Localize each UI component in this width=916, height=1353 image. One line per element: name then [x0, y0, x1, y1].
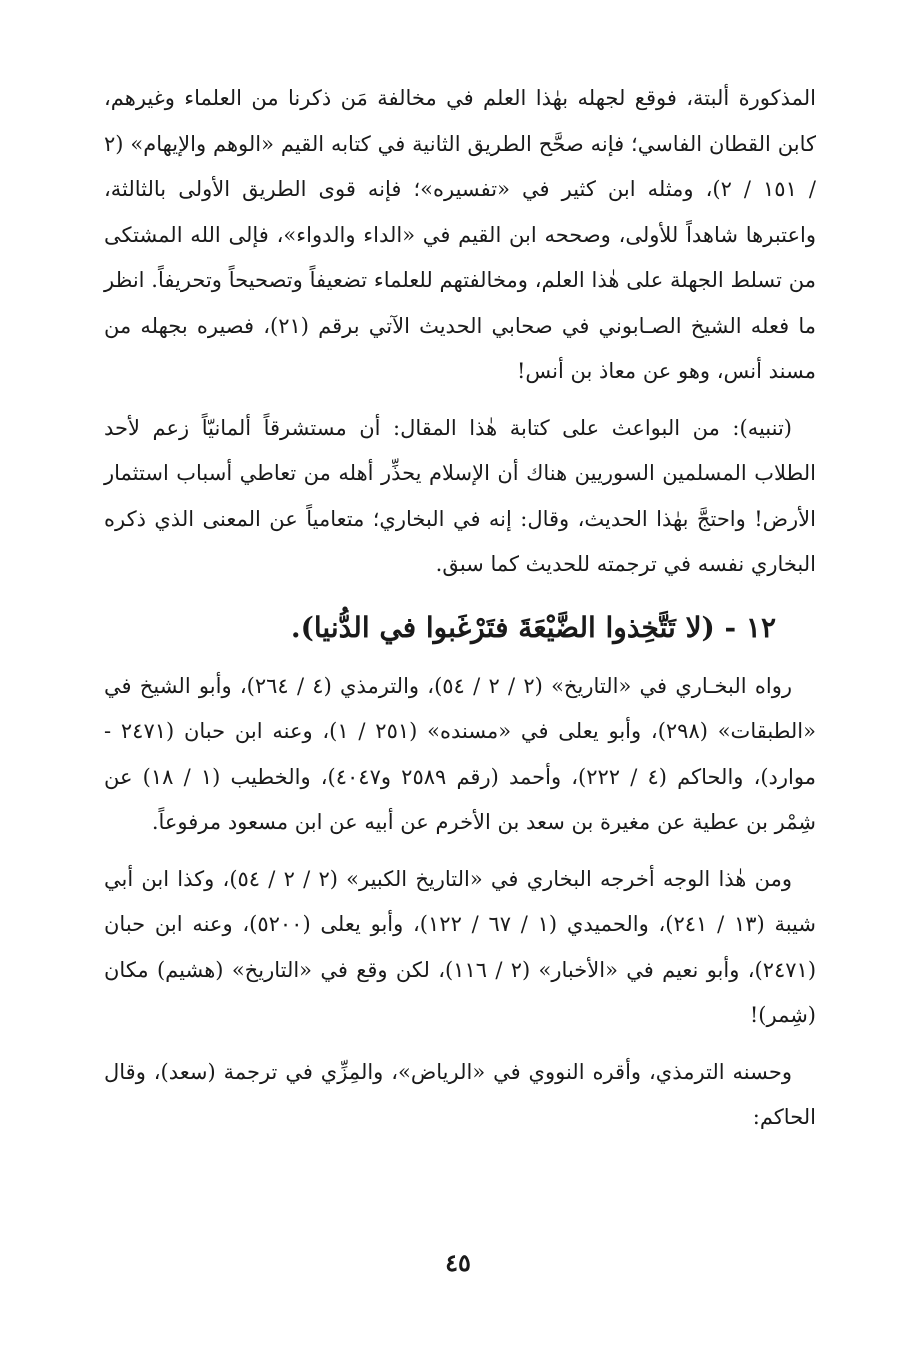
paragraph-sources: ومن هٰذا الوجه أخرجه البخاري في «التاريخ الكبير» (٢ / ٢ / ٥٤)، وكذا ابن أبي شيبة (١٣ / ٢٤١)، والحميدي (١ / ٦٧ / ١٢٢)، وأبو يعلى (٥٢٠٠)، وعنه ابن حبان (٢٤٧١)، وأبو نعيم في «الأخبار» (٢ / ١١٦)، لكن وقع في «التاريخ» (هشيم) مكان (شِمر)!: [104, 866, 817, 1027]
hadith-heading: ١٢ - (لا تَتَّخِذوا الضَّيْعَةَ فتَرْغَبوا في الدُّنيا).: [290, 610, 776, 644]
page-body: [104, 76, 816, 1316]
page-number: ٤٥: [445, 1248, 471, 1277]
paragraph-grading: وحسنه الترمذي، وأقره النووي في «الرياض»، والمِزِّي في ترجمة (سعد)، وقال الحاكم:: [104, 1059, 816, 1129]
paragraph-continuation: المذكورة ألبتة، فوقع لجهله بهٰذا العلم في مخالفة مَن ذكرنا من العلماء وغيرهم، كابن القطان الفاسي؛ فإنه صحَّح الطريق الثانية في كتابه القيم «الوهم والإيهام» (٢ / ١٥١ / ٢)، ومثله ابن كثير في «تفسيره»؛ فإنه قوى الطريق الأولى بالثالثة، واعتبرها شاهداً للأولى، وصححه ابن القيم في «الداء والدواء»، فإلى الله المشتكى من تسلط الجهلة على هٰذا العلم، ومخالفتهم للعلماء تضعيفاً وتصحيحاً وتحريفاً. انظر ما فعله الشيخ الصـابوني في صحابي الحديث الآتي برقم (٢١)، فصيره بجهله من مسند أنس، وهو عن معاذ بن أنس!: [104, 86, 816, 383]
paragraph-narration: رواه البخـاري في «التاريخ» (٢ / ٢ / ٥٤)، والترمذي (٤ / ٢٦٤)، وأبو الشيخ في «الطبقات» (٢٩٨)، وأبو يعلى في «مسنده» (٢٥١ / ١)، وعنه ابن حبان (٢٤٧١ - موارد)، والحاكم (٤ / ٢٢٢)، وأحمد (رقم ٢٥٨٩ و٤٠٤٧)، والخطيب (١ / ١٨) عن شِمْر بن عطية عن مغيرة بن سعد بن الأخرم عن أبيه عن ابن مسعود مرفوعاً.: [104, 673, 816, 834]
paragraph-note: (تنبيه): من البواعث على كتابة هٰذا المقال: أن مستشرقاً ألمانيّاً زعم لأحد الطلاب المسلمين السوريين هناك أن الإسلام يحذِّر أهله من تعاطي أسباب استثمار الأرض! واحتجَّ بهٰذا الحديث، وقال: إنه في البخاري؛ متعامياً عن المعنى الذي ذكره البخاري نفسه في ترجمته للحديث كما سبق.: [104, 415, 816, 576]
